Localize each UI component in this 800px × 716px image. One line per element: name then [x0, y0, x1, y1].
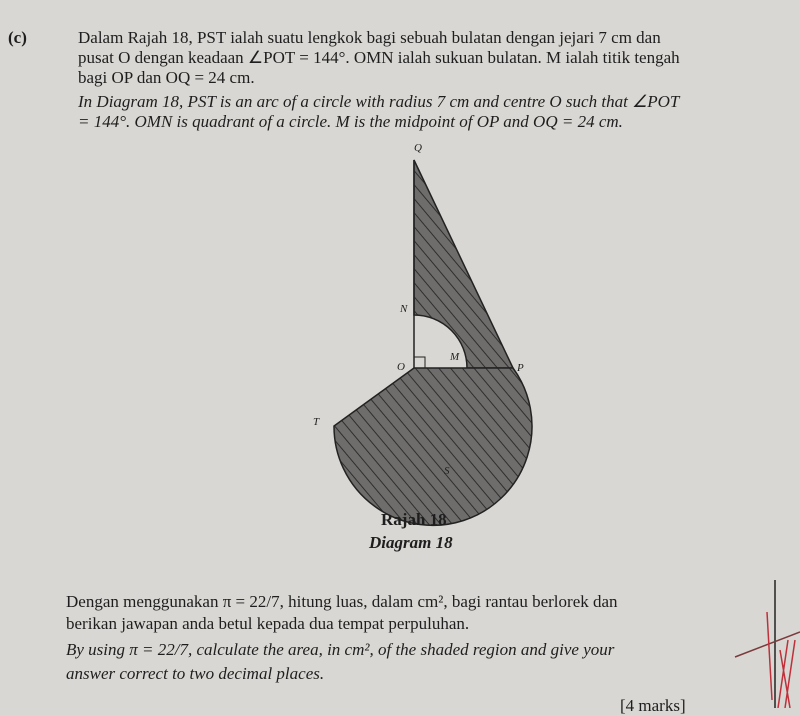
caption-english: Diagram 18 — [369, 533, 453, 552]
label-P: P — [517, 362, 524, 374]
question-part: (c) — [8, 28, 27, 47]
english-line-2: = 144°. OMN is quadrant of a circle. M is the midpoint of OP and OQ = 24 cm. — [78, 112, 623, 131]
marks: [4 marks] — [620, 696, 686, 715]
label-Q: Q — [414, 142, 422, 154]
task-english-line-2: answer correct to two decimal places. — [66, 664, 325, 683]
label-N: N — [400, 303, 408, 315]
caption-malay: Rajah 18 — [381, 510, 447, 529]
english-line-1: In Diagram 18, PST is an arc of a circle with radius 7 cm and centre O such that ∠POT — [78, 92, 680, 111]
task-english-line-1: By using π = 22/7, calculate the area, in cm², of the shaded region and give your — [66, 640, 615, 659]
label-S: S — [444, 465, 450, 477]
task-malay-line-1: Dengan menggunakan π = 22/7, hitung luas, dalam cm², bagi rantau berlorek dan — [66, 592, 618, 611]
label-T: T — [313, 416, 320, 428]
label-M: M — [450, 351, 460, 363]
malay-line-3: bagi OP dan OQ = 24 cm. — [78, 68, 255, 87]
malay-line-2: pusat O dengan keadaan ∠POT = 144°. OMN ialah sukuan bulatan. M ialah titik tengah — [78, 48, 680, 67]
label-O: O — [397, 361, 405, 373]
malay-line-1: Dalam Rajah 18, PST ialah suatu lengkok bagi sebuah bulatan dengan jejari 7 cm dan — [78, 28, 661, 47]
task-malay-line-2: berikan jawapan anda betul kepada dua tempat perpuluhan. — [66, 614, 470, 633]
